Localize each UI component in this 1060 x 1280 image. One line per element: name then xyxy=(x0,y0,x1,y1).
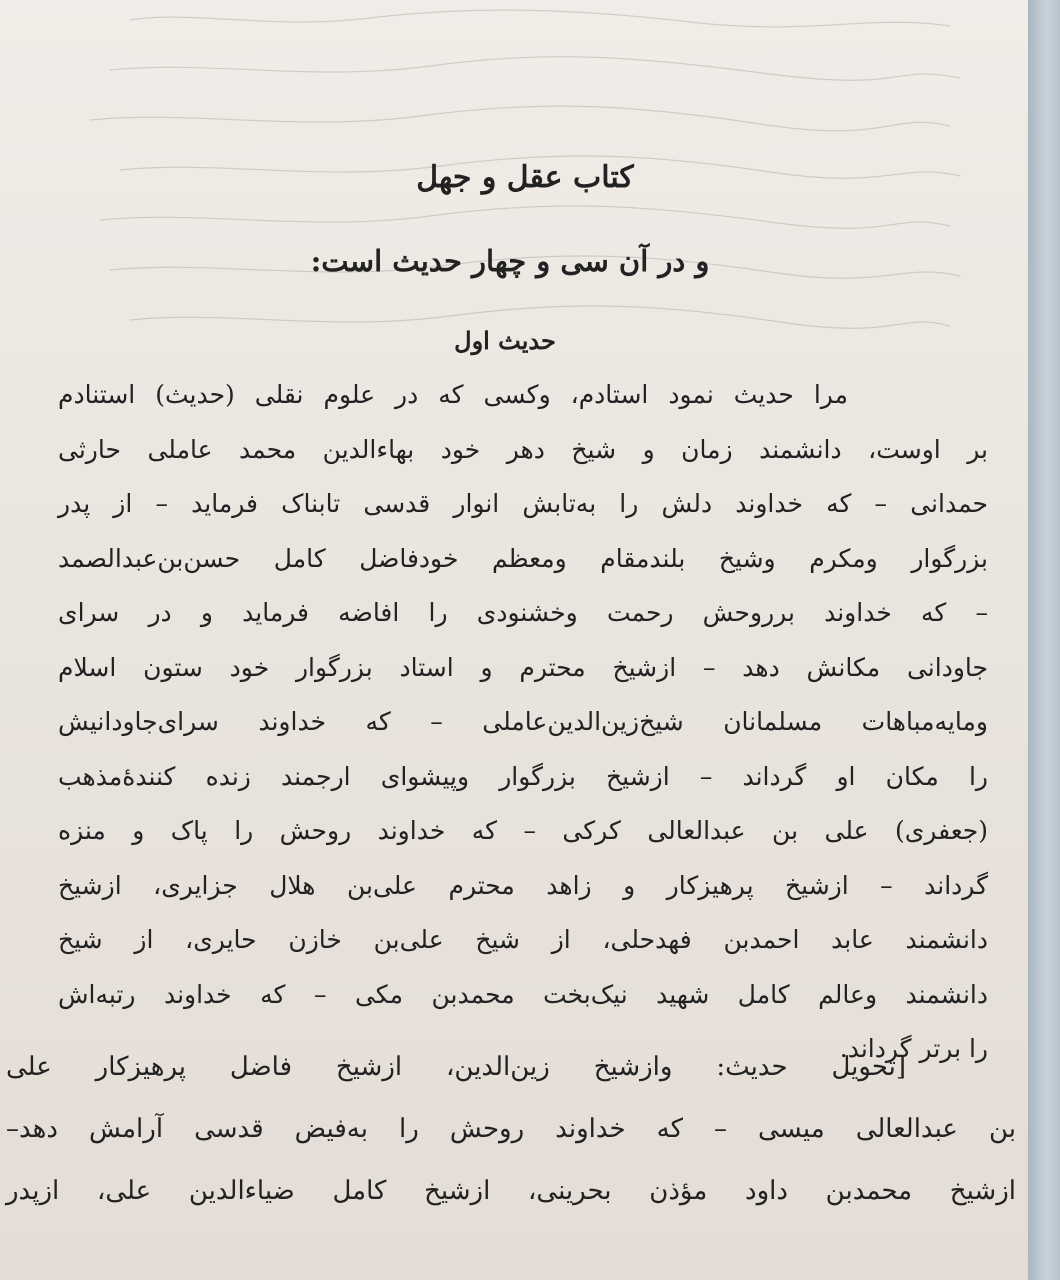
paragraph-line: مرا حدیث نمود استادم، وکسی که در علوم نقلی (حدیث) استنادم xyxy=(58,380,848,409)
paragraph-line: (جعفری) علی بن عبدالعالی کرکی – که خداوند روحش را پاک و منزه xyxy=(58,816,988,845)
paragraph-line: – که خداوند برروحش رحمت وخشنودی را افاضه فرماید و در سرای xyxy=(58,598,988,627)
paragraph-line: را برتر گرداند. xyxy=(839,1034,988,1063)
book-title xyxy=(360,158,690,198)
paragraph-line: دانشمند عابد احمدبن فهدحلی، از شیخ علی‌بن خازن حایری، از شیخ xyxy=(58,925,988,954)
paragraph-line: بر اوست، دانشمند زمان و شیخ دهر خود بهاءالدین محمد عاملی حارثی xyxy=(58,434,988,464)
paragraph-line: را مکان او گرداند – ازشیخ بزرگوار وپیشوای ارجمند زنده کنندهٔ‌مذهب xyxy=(58,761,988,791)
paragraph-line: گرداند – ازشیخ پرهیزکار و زاهد محترم علی‌بن هلال جزایری، ازشیخ xyxy=(58,870,988,900)
book-subtitle-line: و در آن سی و چهار حدیث است: xyxy=(310,244,710,278)
main-paragraph xyxy=(58,368,988,1077)
page-edge xyxy=(1028,0,1060,1280)
tahvil-line: ازشیخ محمدبن داود مؤذن بحرینی، ازشیخ کامل ضیاءالدین علی، ازپدر xyxy=(6,1176,1016,1206)
paragraph-line: حمدانی – که خداوند دلش را به‌تابش انوار قدسی تابناک فرماید – از پدر xyxy=(58,489,988,518)
paragraph-line: ومایه‌مباهات مسلمانان شیخ‌زین‌الدین‌عاملی – که خداوند سرای‌جاودانیش xyxy=(58,707,988,736)
paragraph-line: بزرگوار ومکرم وشیخ بلندمقام ومعظم خودفاضل کامل حسن‌بن‌عبدالصمد xyxy=(58,543,988,573)
tahvil-line: بن عبدالعالی میسی – که خداوند روحش را به‌فیض قدسی آرامش دهد– xyxy=(6,1114,1016,1144)
paragraph-line: دانشمند وعالم کامل شهید نیک‌بخت محمدبن مکی – که خداوند رتبه‌اش xyxy=(58,979,988,1009)
tahvil-hadith-paragraph xyxy=(6,1036,1016,1222)
paragraph-line: جاودانی مکانش دهد – ازشیخ محترم و استاد بزرگوار خود ستون اسلام xyxy=(58,652,988,682)
book-subtitle xyxy=(280,240,740,282)
tahvil-line: [تحویل حدیث: وازشیخ زین‌الدین، ازشیخ فاضل پرهیزکار علی xyxy=(6,1052,906,1082)
book-title-line: کتاب عقل و جهل xyxy=(416,160,634,195)
section-heading: حدیث اول xyxy=(454,326,556,355)
